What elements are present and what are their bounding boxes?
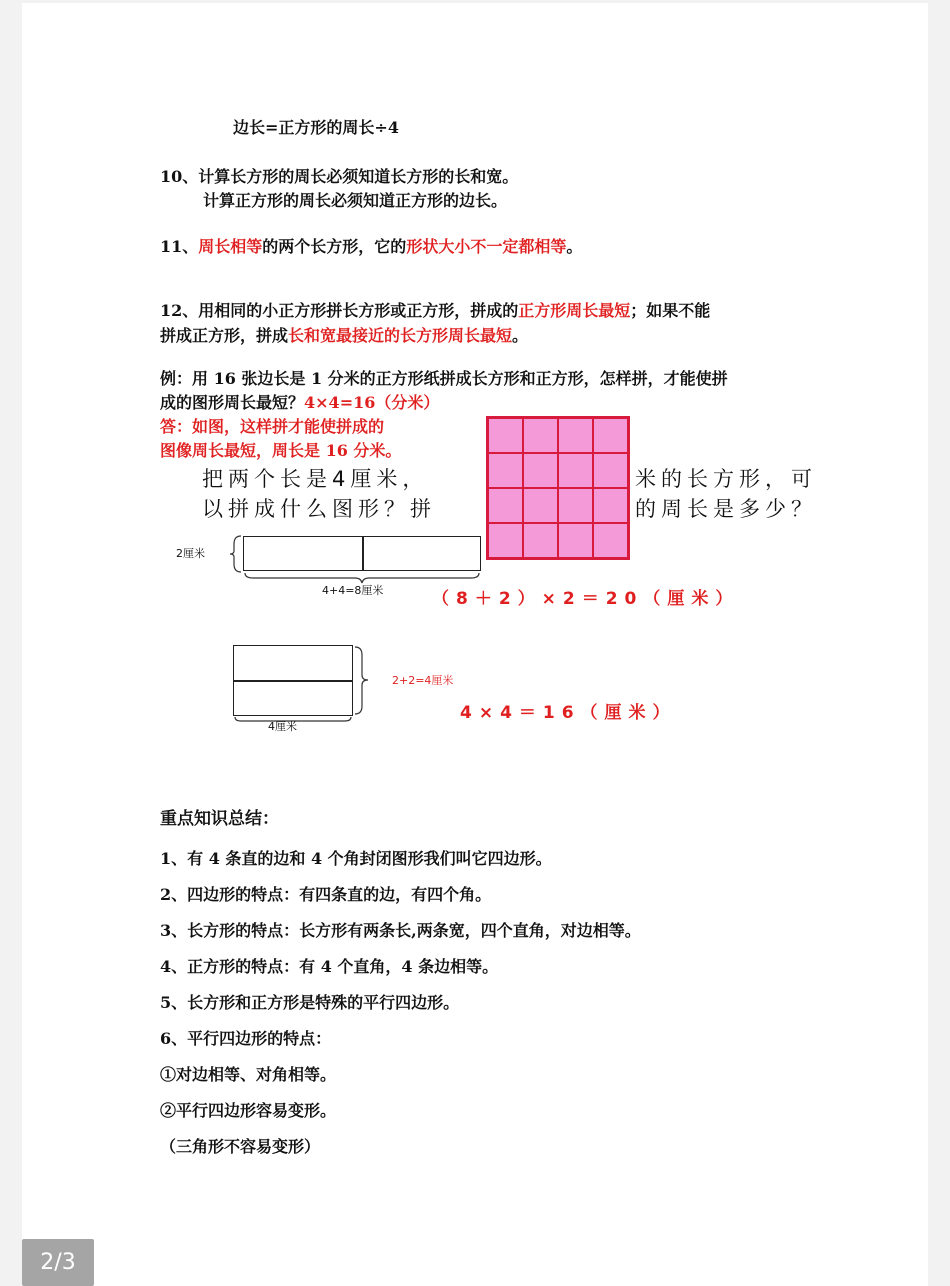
- grid-cell: [523, 453, 558, 488]
- label-8cm: 4+4=8厘米: [322, 584, 384, 597]
- formula-perimeter-16: 4×4＝16（厘米）: [460, 703, 677, 723]
- point-12-line-2: 拼成正方形，拼成长和宽最接近的长方形周长最短。: [160, 326, 529, 345]
- label-4cm-side: 2+2=4厘米: [392, 674, 454, 687]
- summary-item-2: 2、四边形的特点：有四条直的边，有四个角。: [160, 885, 492, 904]
- problem-line-1-right: 米的长方形，可: [635, 467, 817, 491]
- formula-perimeter-20: （8＋2）×2＝20（厘米）: [432, 589, 740, 609]
- point-10-line-1: 10、计算长方形的周长必须知道长方形的长和宽。: [160, 167, 519, 186]
- grid-cell: [558, 488, 593, 523]
- point-10-line-2: 计算正方形的周长必须知道正方形的边长。: [203, 191, 508, 210]
- rectangle-divider-horizontal: [233, 680, 353, 682]
- point-11: 11、周长相等的两个长方形，它的形状大小不一定都相等。: [160, 237, 583, 256]
- example-line-1: 例：用 16 张边长是 1 分米的正方形纸拼成长方形和正方形，怎样拼，才能使拼: [160, 369, 728, 388]
- summary-item-3: 3、长方形的特点：长方形有两条长,两条宽，四个直角，对边相等。: [160, 921, 641, 940]
- answer-line-1: 答：如图，这样拼才能使拼成的: [160, 417, 385, 436]
- summary-item-5: 5、长方形和正方形是特殊的平行四边形。: [160, 993, 460, 1012]
- answer-line-2: 图像周长最短，周长是 16 分米。: [160, 441, 402, 460]
- side-length-formula: 边长=正方形的周长÷4: [233, 118, 399, 137]
- grid-cell: [558, 453, 593, 488]
- pink-4x4-grid: [486, 416, 630, 560]
- grid-cell: [593, 453, 628, 488]
- summary-title: 重点知识总结：: [160, 809, 279, 829]
- grid-cell: [523, 418, 558, 453]
- summary-item-1: 1、有 4 条直的边和 4 个角封闭图形我们叫它四边形。: [160, 849, 552, 868]
- grid-cell: [488, 523, 523, 558]
- grid-cell: [558, 418, 593, 453]
- grid-cell: [488, 488, 523, 523]
- grid-cell: [488, 453, 523, 488]
- grid-cell: [593, 418, 628, 453]
- grid-cell: [523, 488, 558, 523]
- problem-line-2-left: 以拼成什么图形？拼: [202, 497, 436, 521]
- example-line-2: 成的图形周长最短？4×4=16（分米）: [160, 393, 440, 412]
- point-12-line-1: 12、用相同的小正方形拼长方形或正方形，拼成的正方形周长最短；如果不能: [160, 301, 711, 320]
- page-indicator: 2/3: [22, 1239, 94, 1286]
- grid-cell: [558, 523, 593, 558]
- rectangle-divider-vertical: [362, 536, 364, 571]
- problem-line-1-left: 把两个长是4厘米，: [202, 467, 429, 491]
- summary-item-6b: ②平行四边形容易变形。: [160, 1101, 337, 1120]
- label-4cm-bottom: 4厘米: [268, 720, 297, 733]
- summary-item-4: 4、正方形的特点：有 4 个直角，4 条边相等。: [160, 957, 499, 976]
- grid-cell: [523, 523, 558, 558]
- label-2cm: 2厘米: [176, 547, 205, 560]
- problem-line-2-right: 的周长是多少？: [635, 497, 817, 521]
- summary-item-6: 6、平行四边形的特点：: [160, 1029, 332, 1048]
- grid-cell: [488, 418, 523, 453]
- summary-item-6a: ①对边相等、对角相等。: [160, 1065, 337, 1084]
- grid-cell: [593, 523, 628, 558]
- left-brace: [228, 534, 244, 574]
- summary-item-note: （三角形不容易变形）: [160, 1137, 321, 1156]
- grid-cell: [593, 488, 628, 523]
- right-brace: [353, 645, 371, 716]
